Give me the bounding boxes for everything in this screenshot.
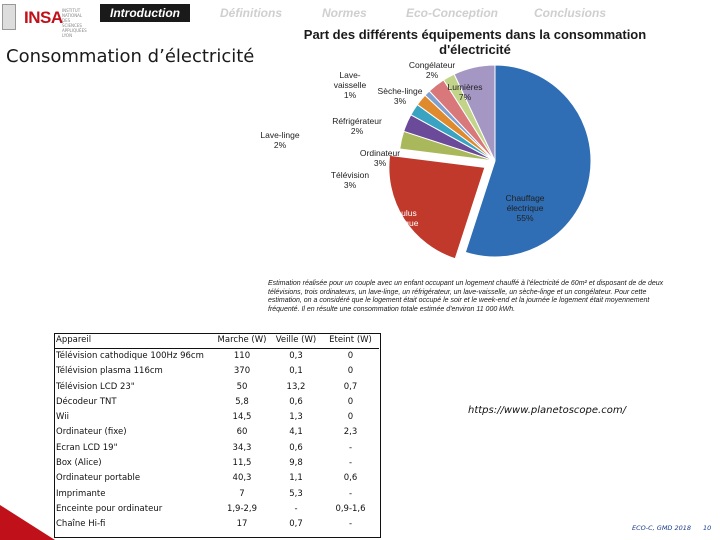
table-row — [54, 394, 379, 409]
header-eteint: Eteint (W) — [322, 333, 379, 348]
table-cell: 2,3 — [343, 427, 358, 438]
chart-title: Part des différents équipements dans la consommation d'électricité — [303, 27, 647, 57]
table-cell: 0 — [347, 412, 354, 423]
footer-reference: ECO-C, GMD 2018 — [632, 524, 692, 532]
table-cell: Décodeur TNT — [56, 396, 117, 407]
insa-logo: INSA — [24, 8, 63, 27]
page-number: 10 — [703, 524, 712, 532]
table-cell: 0,7 — [343, 381, 358, 392]
header-marche: Marche (W) — [214, 333, 270, 348]
table-cell: Télévision cathodique 100Hz 96cm — [54, 348, 214, 363]
table-cell: 40,3 — [232, 473, 252, 484]
nav-conclusions[interactable]: Conclusions — [534, 6, 607, 20]
nav-eco-conception[interactable]: Eco-Conception — [406, 6, 498, 20]
table-cell: 0,1 — [289, 366, 303, 377]
table-cell: 0,6 — [289, 396, 303, 407]
table-cell: 0 — [347, 396, 354, 407]
table-cell: - — [348, 488, 353, 499]
table-cell: 50 — [236, 381, 248, 392]
table-cell: 0,6 — [289, 442, 303, 453]
table-cell: 17 — [236, 519, 248, 530]
table-cell: Ordinateur (fixe) — [56, 427, 127, 438]
pie-chart — [240, 56, 600, 286]
table-cell: 5,8 — [235, 396, 249, 407]
table-cell: Enceinte pour ordinateur — [56, 503, 163, 514]
table-row — [54, 455, 379, 470]
table-cell: 370 — [233, 366, 251, 377]
source-link[interactable]: https://www.planetoscope.com/ — [468, 405, 626, 416]
table-cell: 0 — [322, 348, 379, 363]
table-cell: 4,1 — [289, 427, 303, 438]
pie-slice-label: Lave-vaisselle 1% — [333, 70, 367, 100]
table-cell: - — [348, 458, 353, 469]
pie-slice-label: Ordinateur 3% — [359, 148, 401, 168]
table-row — [54, 471, 379, 486]
table-cell: Box (Alice) — [56, 458, 102, 469]
pie-slice-label: Lumières 7% — [447, 82, 483, 102]
table-row — [54, 517, 379, 532]
table-row — [54, 440, 379, 455]
nav-normes[interactable]: Normes — [322, 6, 367, 20]
pie-slice-label: Lave-linge 2% — [260, 130, 300, 150]
table-row — [54, 364, 379, 379]
table-row — [54, 348, 379, 363]
pie-slice-label: Réfrigérateur 2% — [332, 116, 382, 136]
table-cell: 1,9-2,9 — [226, 503, 258, 514]
pie-slice-label: Télévision 3% — [330, 170, 370, 190]
table-cell: Chaîne Hi-fi — [56, 519, 106, 530]
table-cell: 5,3 — [289, 488, 303, 499]
table-row — [54, 379, 379, 394]
table-cell: 13,2 — [286, 381, 306, 392]
table-cell: Wii — [56, 412, 69, 423]
table-cell: - — [348, 442, 353, 453]
table-cell: Ecran LCD 19" — [56, 442, 118, 453]
table-cell: Imprimante — [56, 488, 106, 499]
table-cell: 0,7 — [289, 519, 303, 530]
corner-decoration — [0, 505, 55, 540]
pie-slice-label: Congélateur 2% — [408, 60, 456, 80]
table-row — [54, 409, 379, 424]
table-cell: 14,5 — [232, 412, 252, 423]
pie-slice-label: Cumulus électrique 22% — [381, 208, 419, 238]
chart-note: Estimation réalisée pour un couple avec un enfant occupant un logement chauffé à l'électricité de 60m² et disposant de de deux télévisions, trois ordinateurs, un lave-linge, un réfrigérateur, un lave-vaisselle, un sèche-linge et un congélateur. Pour cette estimation, on a considéré que le logement était occupé le soir et le week-end et la journée le logement était moyennement fréquenté. Il en résulte une consommation totale estimée d'environ 11 000 kWh. — [268, 280, 664, 313]
table-cell: 11,5 — [232, 458, 252, 469]
table-row — [54, 486, 379, 501]
table-cell: 34,3 — [232, 442, 252, 453]
table-cell: Télévision plasma 116cm — [56, 366, 163, 377]
insa-logo-subtext: INSTITUT NATIONAL DES SCIENCES APPLIQUÉES LYON — [62, 8, 87, 38]
table-header-row — [54, 333, 379, 348]
table-cell: 0,9-1,6 — [335, 503, 366, 514]
table-cell: 60 — [236, 427, 248, 438]
table-cell: 0,6 — [343, 473, 358, 484]
table-row — [54, 425, 379, 440]
table-cell: 7 — [239, 488, 245, 499]
table-cell: Ordinateur portable — [56, 473, 141, 484]
header-appareil: Appareil — [54, 333, 214, 348]
table-row — [54, 501, 379, 516]
table-cell: 1,1 — [289, 473, 303, 484]
table-cell: 0,3 — [270, 348, 322, 363]
nav-definitions[interactable]: Définitions — [220, 6, 282, 20]
table-cell: - — [294, 503, 298, 514]
insa-emblem-icon — [2, 4, 16, 30]
table-cell: 110 — [214, 348, 270, 363]
page-title: Consommation d’électricité — [6, 46, 255, 67]
table-cell: - — [348, 519, 353, 530]
table-cell: 1,3 — [289, 412, 303, 423]
header-veille: Veille (W) — [270, 333, 322, 348]
table-cell: Télévision LCD 23" — [56, 381, 135, 392]
power-table — [54, 333, 379, 532]
pie-slice-label: Chauffage électrique 55% — [505, 193, 545, 223]
pie-slice-label: Sèche-linge 3% — [377, 86, 423, 106]
table-cell: 0 — [347, 366, 354, 377]
table-cell: 9,8 — [289, 458, 303, 469]
nav-introduction[interactable]: Introduction — [100, 4, 190, 22]
